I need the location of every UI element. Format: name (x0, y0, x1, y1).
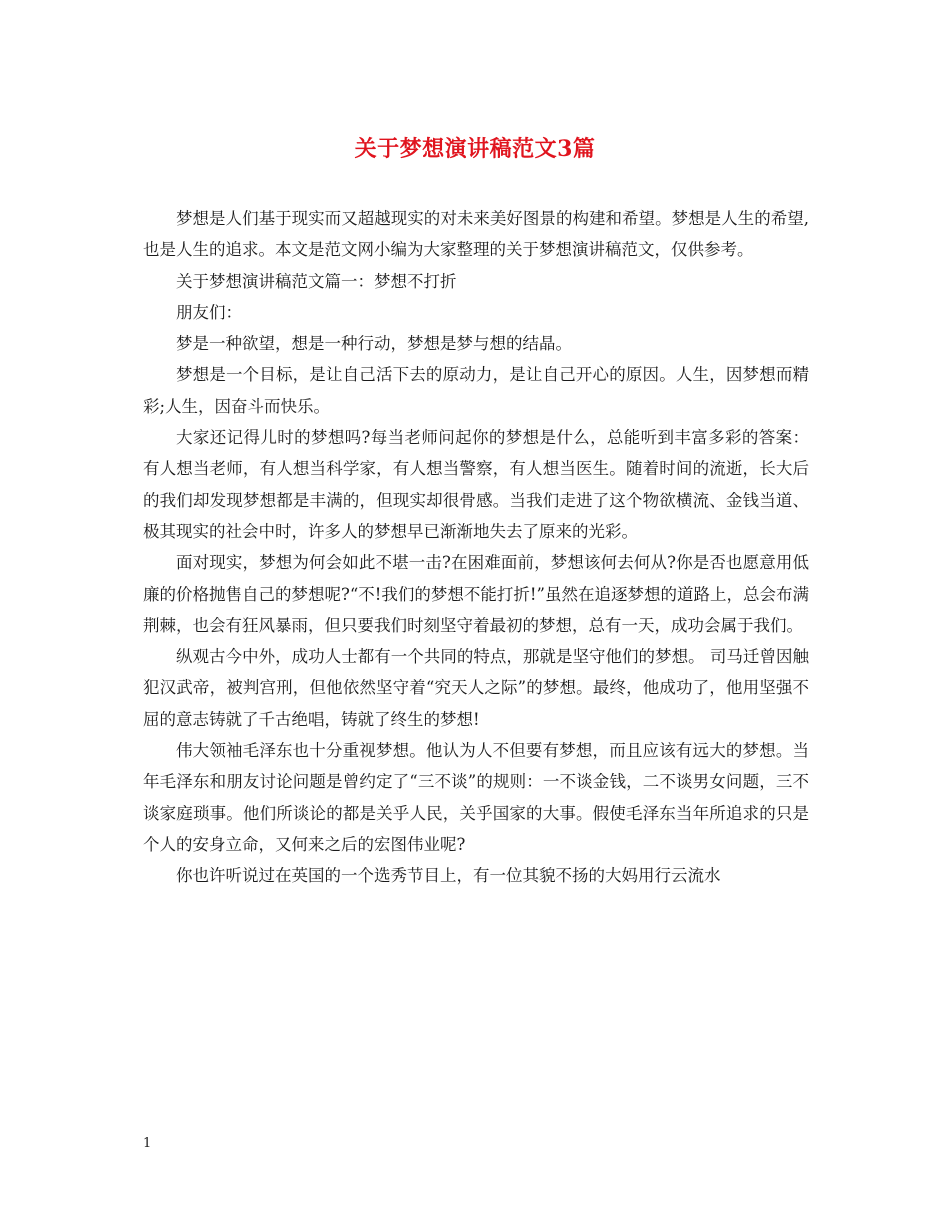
paragraph: 你也许听说过在英国的一个选秀节目上，有一位其貌不扬的大妈用行云流水 (176, 866, 721, 886)
paragraph: 关于梦想演讲稿范文篇一：梦想不打折 (176, 271, 457, 291)
paragraph: 大家还记得儿时的梦想吗?每当老师问起你的梦想是什么，总能听到丰富多彩的答案：有人想当老师，有人想当科学家，有人想当警察，有人想当医生。随着时间的流逝，长大后的我们却发现梦想都是丰满的，但现实却很骨感。当我们走进了这个物欲横流、金钱当道、极其现实的社会中时，许多人的梦想早已渐渐地失去了原来的光彩。 (143, 428, 809, 541)
paragraph: 梦是一种欲望，想是一种行动，梦想是梦与想的结晶。 (176, 334, 572, 354)
paragraph: 朋友们： (176, 302, 242, 322)
paragraph: 梦想是一个目标，是让自己活下去的原动力，是让自己开心的原因。人生，因梦想而精彩;人生，因奋斗而快乐。 (143, 365, 809, 416)
paragraph: 伟大领袖毛泽东也十分重视梦想。他认为人不但要有梦想，而且应该有远大的梦想。当年毛泽东和朋友讨论问题是曾约定了“三不谈”的规则：一不谈金钱，二不谈男女问题，三不谈家庭琐事。他们所谈论的都是关乎人民，关乎国家的大事。假使毛泽东当年所追求的只是个人的安身立命，又何来之后的宏图伟业呢? (143, 741, 809, 854)
paragraph: 梦想是人们基于现实而又超越现实的对未来美好图景的构建和希望。梦想是人生的希望,也是人生的追求。本文是范文网小编为大家整理的关于梦想演讲稿范文，仅供参考。 (143, 209, 809, 260)
document-title: 关于梦想演讲稿范文3篇 (354, 136, 596, 162)
document-body (143, 203, 809, 892)
paragraph: 纵观古今中外，成功人士都有一个共同的特点，那就是坚守他们的梦想。 司马迁曾因触犯汉武帝，被判宫刑，但他依然坚守着“究天人之际”的梦想。最终，他成功了，他用坚强不屈的意志铸就了千古绝唱，铸就了终生的梦想! (143, 647, 809, 729)
paragraph: 面对现实，梦想为何会如此不堪一击?在困难面前，梦想该何去何从?你是否也愿意用低廉的价格抛售自己的梦想呢?“不!我们的梦想不能打折!”虽然在追逐梦想的道路上，总会布满荆棘，也会有狂风暴雨，但只要我们时刻坚守着最初的梦想，总有一天，成功会属于我们。 (143, 553, 809, 635)
page-number: 1 (143, 1136, 152, 1151)
